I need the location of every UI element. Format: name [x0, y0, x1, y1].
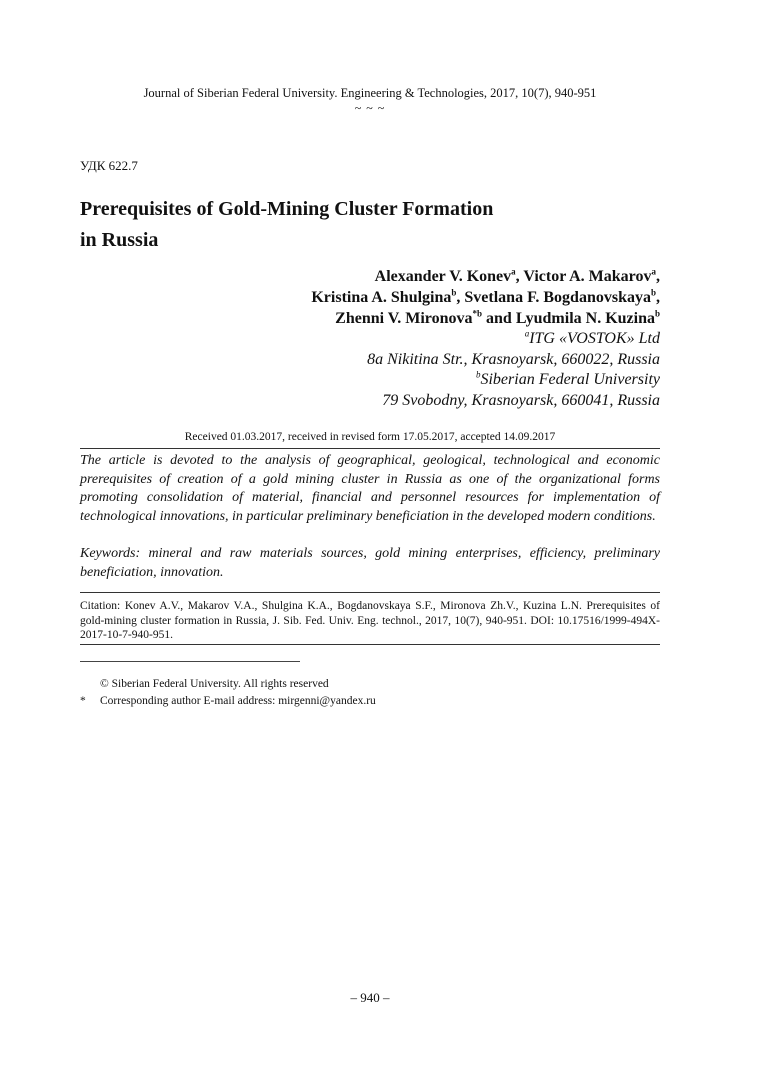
divider [80, 644, 660, 645]
affiliation-mark: b [475, 369, 481, 380]
author-separator: , [656, 289, 660, 306]
author-line-1 [100, 266, 660, 287]
affiliation-address: 8a Nikitina Str., Krasnoyarsk, 660022, Russia [367, 350, 660, 368]
paper-title-line-1: Prerequisites of Gold-Mining Cluster Formation [80, 198, 494, 220]
author-affiliation-mark: b [650, 287, 656, 298]
author-separator: and [482, 310, 516, 327]
affiliations [100, 329, 660, 411]
abstract: The article is devoted to the analysis of geographical, geological, technological and economic prerequisites of creation of a gold mining cluster in Russia as one of the organizational forms promoting consolidation of material, financial and personnel resources for implementation of technological innovations, in particular preliminary beneficiation in the developed modern conditions. [80, 453, 660, 524]
keywords: Keywords: mineral and raw materials sources, gold mining enterprises, efficiency, preliminary beneficiation, innovation. [80, 546, 660, 580]
udk-code: УДК 622.7 [80, 158, 138, 173]
footnote-corresponding [80, 693, 376, 710]
journal-header: Journal of Siberian Federal University. Engineering & Technologies, 2017, 10(7), 940-951 [143, 86, 597, 100]
author-separator: , [656, 268, 660, 285]
author-name: Victor A. Makarov [523, 268, 652, 285]
author-line-3 [100, 308, 660, 329]
affiliation-name: ITG «VOSTOK» Ltd [529, 330, 660, 347]
author-affiliation-mark: *b [472, 308, 483, 319]
affiliation-b [100, 370, 660, 391]
author-separator: , [456, 289, 465, 306]
paper-title [80, 194, 640, 256]
footnote-text: Corresponding author E-mail address: mirgenni@yandex.ru [100, 695, 376, 707]
affiliation-address: 79 Svobodny, Krasnoyarsk, 660041, Russia [382, 391, 660, 409]
author-line-2 [100, 287, 660, 308]
author-affiliation-mark: b [654, 308, 660, 319]
divider [80, 592, 660, 593]
author-separator: , [515, 268, 524, 285]
author-list [100, 266, 660, 329]
author-name: Kristina A. Shulgina [311, 289, 452, 306]
header-separator: ~ ~ ~ [354, 101, 386, 115]
divider [80, 448, 660, 449]
affiliation-a [100, 329, 660, 350]
author-name: Zhenni V. Mironova [335, 310, 473, 327]
author-name: Alexander V. Konev [374, 268, 512, 285]
paper-title-line-2: in Russia [80, 229, 159, 251]
footnote-copyright: © Siberian Federal University. All rights reserved [100, 678, 329, 690]
received-dates: Received 01.03.2017, received in revised form 17.05.2017, accepted 14.09.2017 [184, 431, 556, 443]
citation: Citation: Konev A.V., Makarov V.A., Shulgina K.A., Bogdanovskaya S.F., Mironova Zh.V., Kuzina L.N. Prerequisites of gold-mining cluster formation in Russia, J. Sib. Fed. Univ. Eng. technol., 2017, 10(7), 940-951. DOI: 10.17516/1999-494X-2017-10-7-940-951. [80, 600, 660, 641]
affiliation-mark: a [524, 328, 530, 339]
footnotes [80, 676, 376, 710]
footnote-mark: * [80, 695, 86, 707]
author-name: Lyudmila N. Kuzina [515, 310, 655, 327]
page-number: – 940 – [350, 990, 390, 1005]
author-affiliation-mark: b [451, 287, 457, 298]
affiliation-name: Siberian Federal University [480, 371, 660, 388]
footnote-rule [80, 661, 300, 662]
author-affiliation-mark: a [651, 266, 656, 277]
author-name: Svetlana F. Bogdanovskaya [464, 289, 651, 306]
author-affiliation-mark: a [511, 266, 516, 277]
